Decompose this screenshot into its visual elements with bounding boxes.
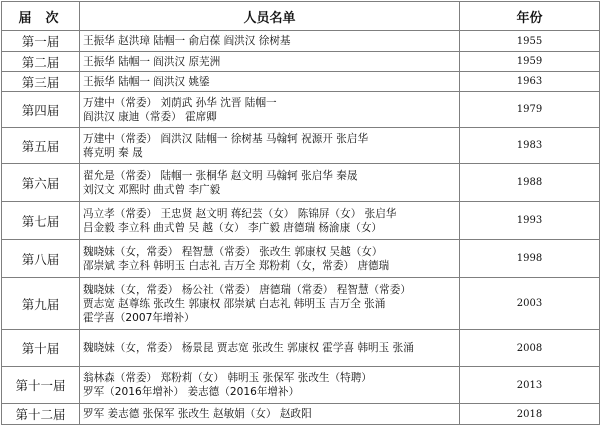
year-cell: 2003 [460,278,600,330]
members-cell [80,240,460,278]
members-line: 万建中（常委） 阎洪汉 陆帼一 徐树基 马翰轲 祝源开 张启华 [83,132,369,145]
members-line: 王振华 陆帼一 阎洪汉 原芜洲 [83,55,221,68]
session-cell: 第五届 [2,128,80,164]
members-line: 罗军（2016年增补） 姜志德（2016年增补） [83,386,300,398]
header-members: 人员名单 [80,2,460,31]
header-row [2,2,600,31]
session-cell: 第十届 [2,330,80,367]
session-cell: 第六届 [2,164,80,202]
table-row [2,128,600,164]
table-row [2,278,600,330]
session-cell: 第八届 [2,240,80,278]
members-line: 罗军 姜志德 张保军 张改生 赵敏娟（女） 赵政阳 [83,408,312,420]
year-cell: 2013 [460,367,600,404]
table-row [2,31,600,52]
table-row [2,72,600,92]
members-line: 吕金毅 李立科 曲式曾 吴 越（女） 李广毅 唐德瑞 杨渝康（女） [83,221,383,234]
members-cell [80,367,460,404]
year-cell: 1963 [460,72,600,92]
members-cell [80,202,460,240]
year-cell: 1993 [460,202,600,240]
session-cell: 第二届 [2,52,80,72]
members-line: 冯立孝（常委） 王忠贤 赵文明 蒋纪芸（女） 陈锦屏（女） 张启华 [83,207,397,220]
session-cell: 第四届 [2,92,80,128]
members-line: 翟允是（常委） 陆帼一 张桐华 赵文明 马翰轲 张启华 秦晟 [83,169,358,182]
header-year: 年份 [460,2,600,31]
year-cell: 1998 [460,240,600,278]
members-line: 阎洪汉 康迪（常委） 霍席卿 [83,110,217,123]
table-row [2,164,600,202]
members-cell [80,72,460,92]
year-cell: 1959 [460,52,600,72]
table-row [2,367,600,404]
table-row [2,92,600,128]
members-cell [80,278,460,330]
session-cell: 第七届 [2,202,80,240]
session-cell: 第十二届 [2,404,80,425]
members-line: 邵崇斌 李立科 韩明玉 白志礼 吉万全 郑粉莉（女，常委） 唐德瑞 [83,259,390,272]
table-row [2,330,600,367]
session-cell: 第九届 [2,278,80,330]
year-cell: 1979 [460,92,600,128]
members-line: 王振华 赵洪璋 陆帼一 俞启葆 阎洪汉 徐树基 [83,35,291,47]
session-cell: 第十一届 [2,367,80,404]
committee-members-table [1,1,600,425]
members-line: 万建中（常委） 刘荫武 孙华 沈晋 陆帼一 [83,96,277,109]
members-line: 王振华 陆帼一 阎洪汉 姚鋈 [83,75,210,88]
table-row [2,240,600,278]
members-cell [80,128,460,164]
members-line: 翁林森（常委） 郑粉莉（女） 韩明玉 张保军 张改生（特聘） [83,372,372,384]
members-line: 魏晓妹（女，常委） 杨景昆 贾志宽 张改生 郭康权 霍学喜 韩明玉 张涌 [83,342,414,354]
year-cell: 1988 [460,164,600,202]
members-cell [80,52,460,72]
year-cell: 2008 [460,330,600,367]
table-row [2,52,600,72]
year-cell: 1983 [460,128,600,164]
members-line: 魏晓妹（女，常委） 程智慧（常委） 张改生 郭康权 吴越（女） [83,245,383,258]
session-cell: 第三届 [2,72,80,92]
members-cell [80,31,460,52]
members-line: 霍学喜（2007年增补） [83,311,195,324]
members-cell [80,330,460,367]
members-cell [80,92,460,128]
year-cell: 1955 [460,31,600,52]
table-row [2,404,600,425]
members-line: 贾志宽 赵尊练 张改生 郭康权 邵崇斌 白志礼 韩明玉 吉万全 张涌 [83,297,386,310]
members-cell [80,404,460,425]
year-cell: 2018 [460,404,600,425]
table-row [2,202,600,240]
members-cell [80,164,460,202]
session-cell: 第一届 [2,31,80,52]
header-session: 届次 [2,2,80,31]
members-line: 魏晓妹（女，常委） 杨公社（常委） 唐德瑞（常委） 程智慧（常委） [83,283,411,296]
members-line: 刘汉文 邓熙时 曲式曾 李广毅 [83,183,221,196]
members-line: 蒋克明 秦 晟 [83,146,143,159]
